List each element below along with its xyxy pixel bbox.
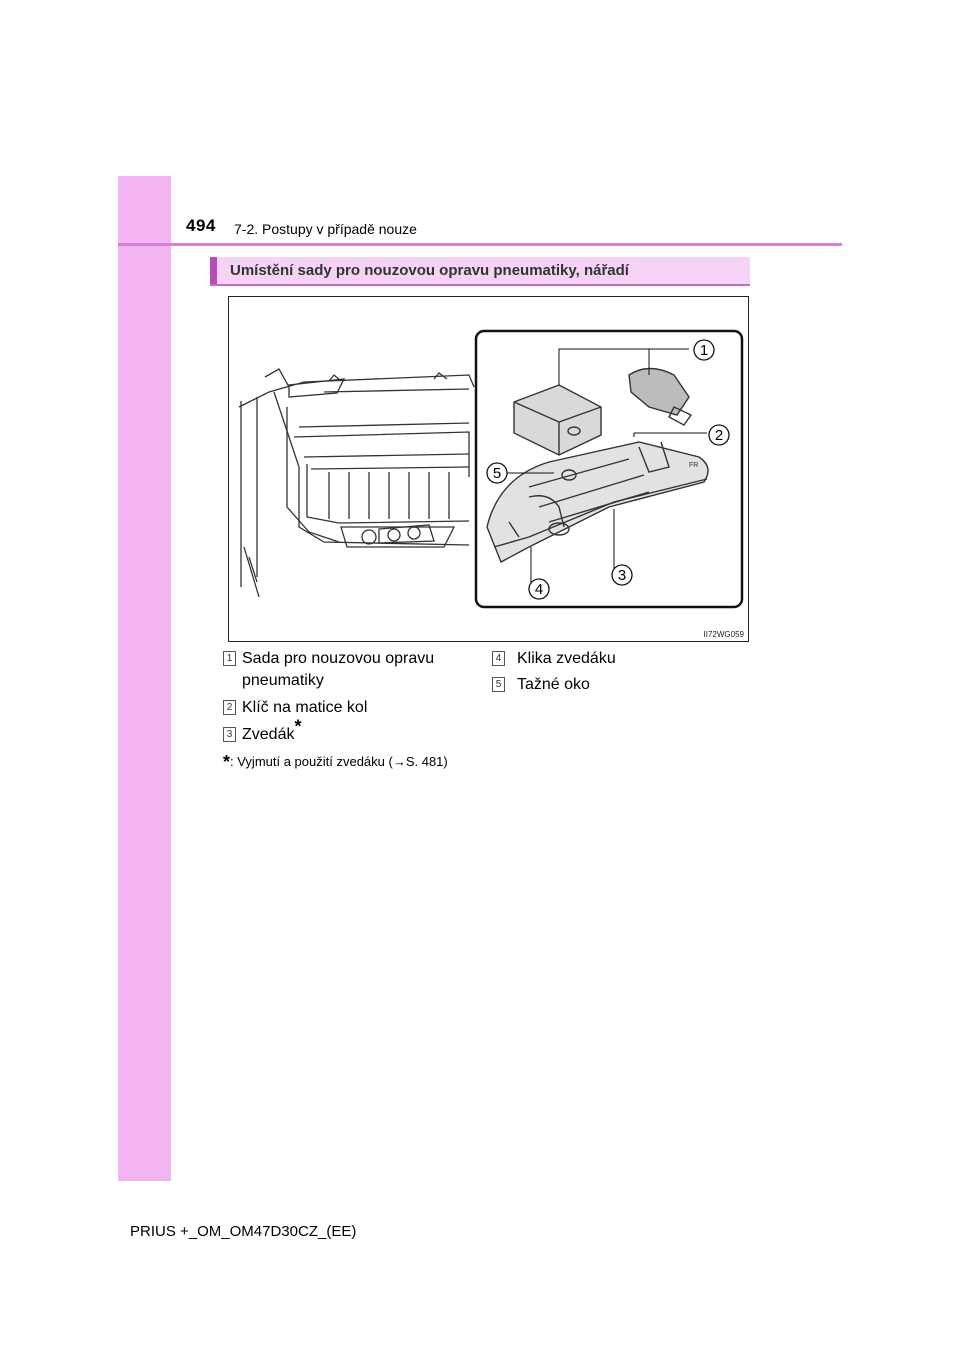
callout-5: 5 xyxy=(492,465,502,482)
jack-star: * xyxy=(294,716,302,737)
footer-document-code: PRIUS +_OM_OM47D30CZ_(EE) xyxy=(130,1223,357,1240)
footnote: *: Vyjmutí a použití zvedáku (→S. 481) xyxy=(223,752,448,772)
figure-tool-location xyxy=(228,296,749,642)
section-heading xyxy=(210,257,750,286)
svg-text:FR: FR xyxy=(689,462,699,469)
legend-num-2: 2 xyxy=(223,700,236,715)
legend-num-5: 5 xyxy=(492,677,505,692)
page-number: 494 xyxy=(186,216,216,235)
legend-item-5: Tažné oko xyxy=(517,676,590,693)
legend-num-4: 4 xyxy=(492,651,505,666)
legend-num-3: 3 xyxy=(223,727,236,742)
legend-item-1: Sada pro nouzovou opravu pneumatiky xyxy=(242,650,435,689)
callout-1: 1 xyxy=(699,342,709,359)
chapter-title: 7-2. Postupy v případě nouze xyxy=(234,221,417,237)
side-bar xyxy=(118,176,171,1181)
header-rule xyxy=(118,243,842,246)
legend-num-1: 1 xyxy=(223,651,236,666)
legend-item-2: Klíč na matice kol xyxy=(242,699,368,716)
arrow-icon: → xyxy=(392,754,406,769)
section-title: Umístění sady pro nouzovou opravu pneumatiky, nářadí xyxy=(230,262,629,279)
legend-item-3: Zvedák* xyxy=(242,716,302,743)
car-trunk-drawing xyxy=(239,369,474,597)
figure-illustration xyxy=(229,297,748,641)
callout-3: 3 xyxy=(617,567,627,584)
callout-2: 2 xyxy=(714,427,724,444)
callout-4: 4 xyxy=(534,581,544,598)
figure-code: II72WG059 xyxy=(703,630,744,639)
legend-item-4: Klika zvedáku xyxy=(517,650,616,667)
